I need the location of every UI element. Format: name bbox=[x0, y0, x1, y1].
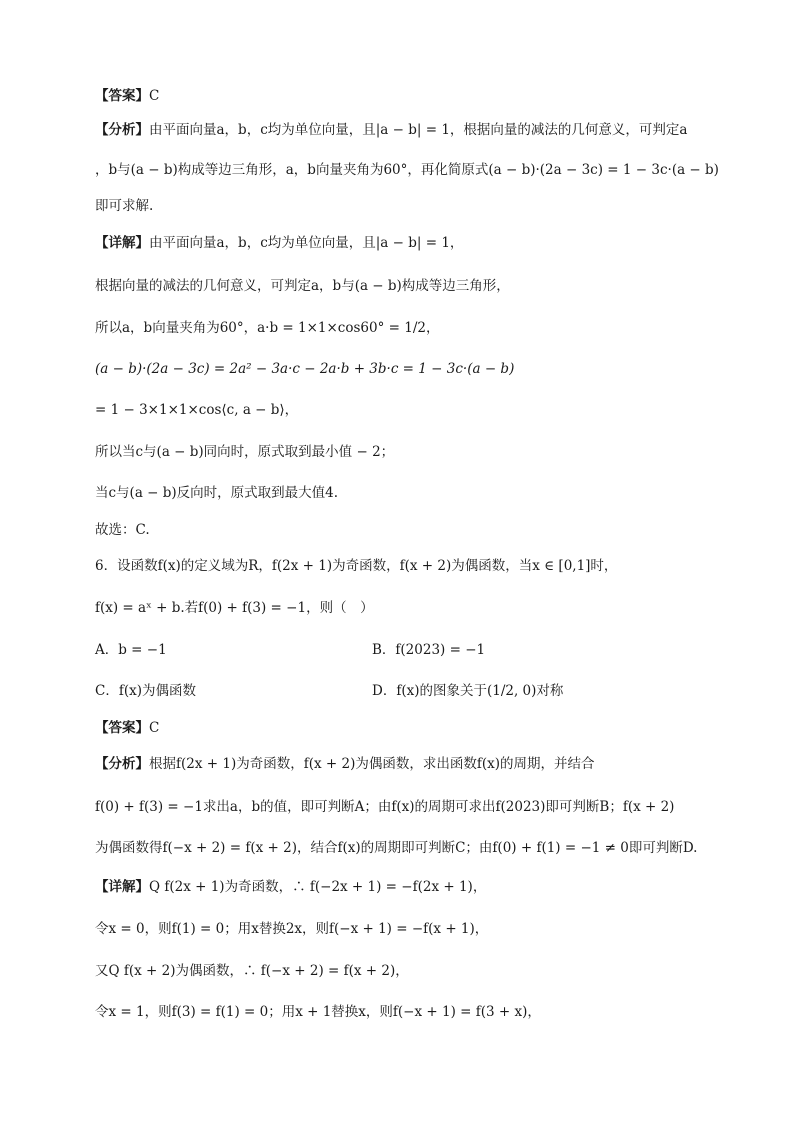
q6-answer-tag: 【答案】 bbox=[95, 720, 149, 736]
q5-detail-text-2: 根据向量的减法的几何意义，可判定a，b与(a − b)构成等边三角形， bbox=[95, 278, 510, 294]
q5-detail-line-8 bbox=[95, 520, 705, 540]
q5-detail-text-4: (a − b)·(2a − 3c) = 2a² − 3a·c − 2a·b + 3b·c = 1 − 3c·(a − b) bbox=[95, 361, 515, 377]
q6-detail-text-2: 令x = 0，则f(1) = 0；用x替换2x，则f(−x + 1) = −f(x + 1)， bbox=[95, 921, 489, 937]
q5-detail-text-1: 由平面向量a，b，c均为单位向量，且|a − b| = 1， bbox=[149, 235, 464, 251]
q5-detail-text-3: 所以a，b向量夹角为60°，a·b = 1×1×cos60° = 1/2， bbox=[95, 320, 440, 336]
q5-analysis-text-3: 即可求解. bbox=[95, 198, 154, 214]
q5-analysis-line-2 bbox=[95, 160, 719, 180]
q6-analysis-line-1 bbox=[95, 754, 705, 774]
q6-option-a: A．b = −1 bbox=[95, 642, 167, 658]
q5-analysis-line-3 bbox=[95, 196, 705, 216]
q6-detail-line-3 bbox=[95, 961, 705, 981]
q6-detail-text-4: 令x = 1，则f(3) = f(1) = 0；用x + 1替换x，则f(−x + 1) = f(3 + x)， bbox=[95, 1004, 541, 1020]
q6-question-text-2: f(x) = aˣ + b.若f(0) + f(3) = −1，则（ ） bbox=[95, 600, 374, 616]
q6-answer-value: C bbox=[149, 720, 160, 736]
q5-analysis-text-1: 由平面向量a，b，c均为单位向量，且|a − b| = 1，根据向量的减法的几何意义，可判定a bbox=[149, 122, 688, 138]
q5-analysis-line-1 bbox=[95, 120, 705, 140]
q6-question-text-1: 6．设函数f(x)的定义域为R，f(2x + 1)为奇函数，f(x + 2)为偶函数，当x ∈ [0,1]时， bbox=[95, 558, 618, 574]
q5-detail-text-5: = 1 − 3×1×1×cos⟨c, a − b⟩， bbox=[95, 402, 299, 418]
q5-detail-line-1 bbox=[95, 233, 705, 253]
q5-detail-line-7 bbox=[95, 483, 705, 503]
q5-detail-line-6 bbox=[95, 442, 705, 462]
q6-detail-tag: 【详解】 bbox=[95, 879, 149, 895]
q6-detail-text-1: Q f(2x + 1)为奇函数，∴ f(−2x + 1) = −f(2x + 1)， bbox=[149, 879, 487, 895]
q6-analysis-line-2 bbox=[95, 797, 705, 817]
q5-detail-line-4 bbox=[95, 359, 705, 379]
q6-detail-line-1 bbox=[95, 877, 705, 897]
q5-detail-tag: 【详解】 bbox=[95, 235, 149, 251]
q5-analysis-text-2: ，b与(a − b)构成等边三角形，a，b向量夹角为60°，再化简原式(a − b)·(2a − 3c) = 1 − 3c·(a − b) bbox=[95, 162, 719, 178]
q5-answer-tag: 【答案】 bbox=[95, 88, 149, 104]
q6-detail-text-3: 又Q f(x + 2)为偶函数，∴ f(−x + 2) = f(x + 2)， bbox=[95, 963, 409, 979]
q5-detail-text-7: 当c与(a − b)反向时，原式取到最大值4. bbox=[95, 485, 339, 501]
q5-detail-line-5 bbox=[95, 400, 705, 420]
q6-answer-line bbox=[95, 718, 705, 738]
q6-analysis-line-3 bbox=[95, 838, 705, 858]
q5-detail-text-8: 故选：C. bbox=[95, 522, 150, 538]
q6-option-d: D．f(x)的图象关于(1/2, 0)对称 bbox=[372, 683, 564, 699]
q5-answer-value: C bbox=[149, 88, 160, 104]
q5-detail-line-2 bbox=[95, 276, 705, 296]
q6-detail-line-4 bbox=[95, 1002, 705, 1022]
q5-answer-line bbox=[95, 86, 705, 106]
q5-analysis-tag: 【分析】 bbox=[95, 122, 149, 138]
q6-option-c: C．f(x)为偶函数 bbox=[95, 683, 196, 699]
q6-question-line-1 bbox=[95, 556, 705, 576]
q5-detail-line-3 bbox=[95, 318, 705, 338]
q6-analysis-text-3: 为偶函数得f(−x + 2) = f(x + 2)，结合f(x)的周期即可判断C；由f(0) + f(1) = −1 ≠ 0即可判断D. bbox=[95, 840, 698, 856]
q6-detail-line-2 bbox=[95, 919, 705, 939]
q6-option-b: B．f(2023) = −1 bbox=[372, 642, 486, 658]
q6-analysis-tag: 【分析】 bbox=[95, 756, 149, 772]
q6-analysis-text-2: f(0) + f(3) = −1求出a，b的值，即可判断A；由f(x)的周期可求出f(2023)即可判断B；f(x + 2) bbox=[95, 799, 675, 815]
q6-analysis-text-1: 根据f(2x + 1)为奇函数，f(x + 2)为偶函数，求出函数f(x)的周期，并结合 bbox=[149, 756, 595, 772]
q5-detail-text-6: 所以当c与(a − b)同向时，原式取到最小值 − 2； bbox=[95, 444, 395, 460]
q6-question-line-2 bbox=[95, 598, 705, 618]
